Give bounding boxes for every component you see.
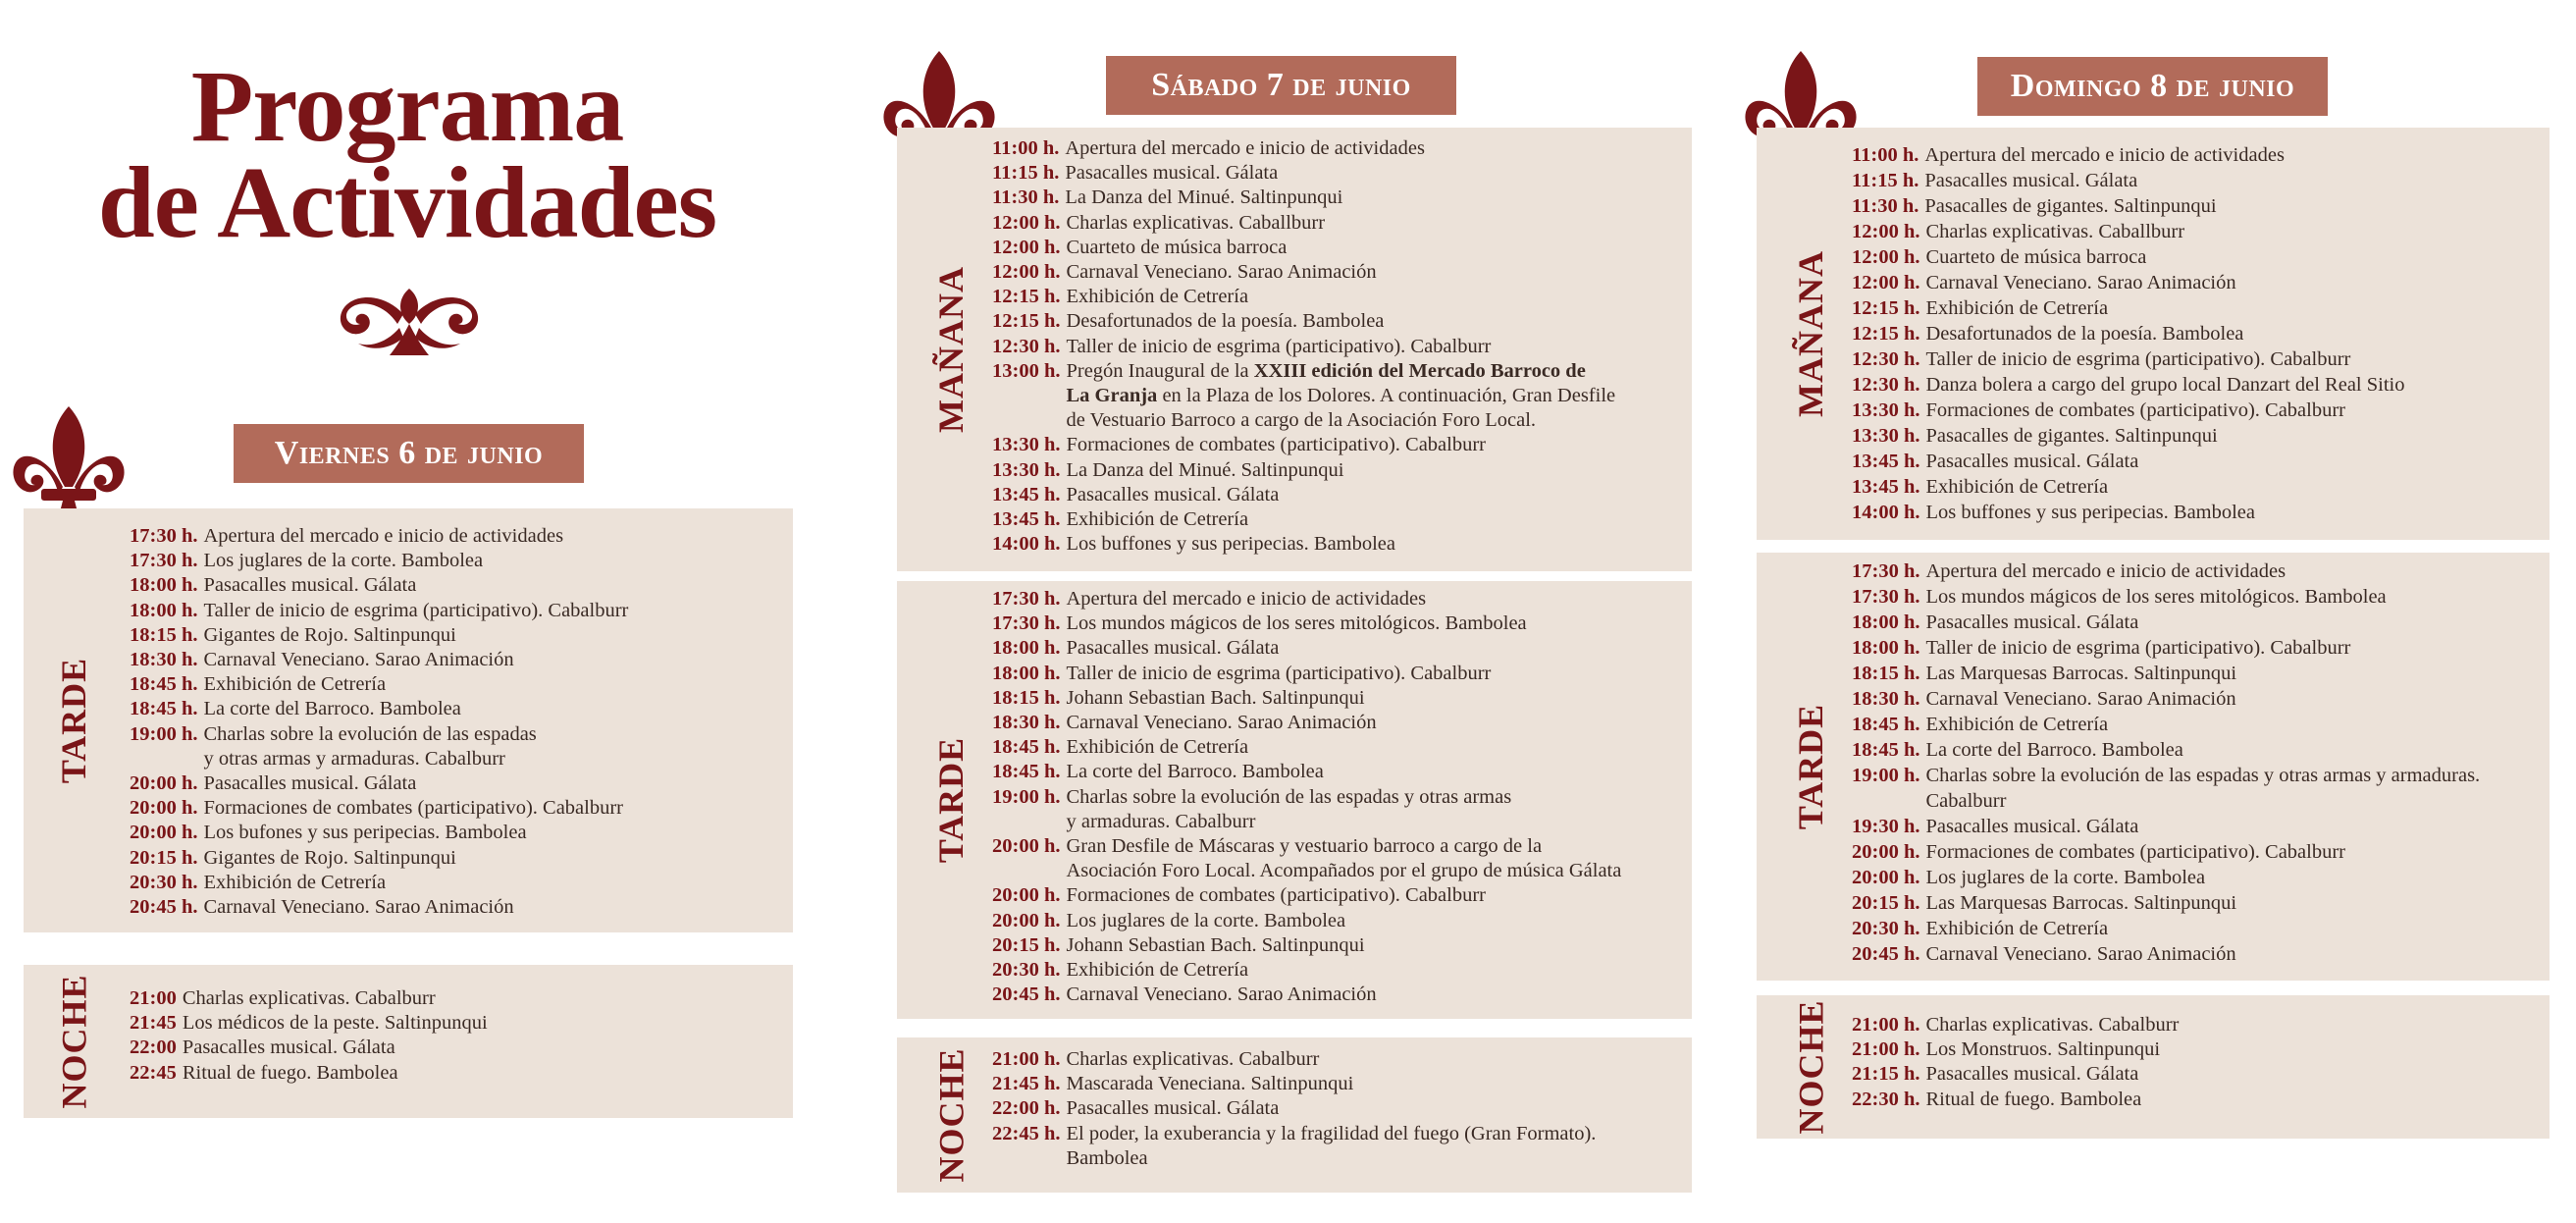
event-list-friday-noche [130, 986, 488, 1086]
list-item: 13:00 h. Pregón Inaugural de la XXIII edición del Mercado Barroco de La Granja en la Plaza de los Dolores. A continuación, Gran Desfile de Vestuario Barroco a cargo de la Asociación Foro Local. [992, 359, 1616, 432]
list-item: 22:45 Ritual de fuego. Bambolea [130, 1061, 398, 1084]
title-line-1: Programa [190, 50, 624, 163]
list-item: 21:45 h. Mascarada Veneciana. Saltinpunqui [992, 1073, 1354, 1095]
panel-friday-tarde [24, 508, 793, 932]
list-item: 12:15 h. Desafortunados de la poesía. Bambolea [1852, 323, 2244, 345]
list-item: 18:30 h. Carnaval Veneciano. Sarao Animación [130, 649, 514, 671]
list-item: 11:15 h. Pasacalles musical. Gálata [992, 162, 1279, 185]
day-header-sunday: Domingo 8 de junio [1977, 57, 2328, 116]
list-item: 18:15 h. Johann Sebastian Bach. Saltinpunqui [992, 686, 1365, 709]
list-item: 11:00 h. Apertura del mercado e inicio de actividades [1852, 144, 2285, 166]
list-item: 13:30 h. Formaciones de combates (participativo). Cabalburr [992, 434, 1486, 456]
event-list-sunday-manana [1852, 142, 2405, 525]
list-item: 20:00 h. Los juglares de la corte. Bambolea [1852, 867, 2206, 888]
panel-friday-noche [24, 965, 793, 1118]
event-list-friday-tarde [130, 524, 628, 920]
list-item: 17:30 h. Apertura del mercado e inicio de actividades [992, 588, 1427, 610]
panel-sunday-tarde [1757, 553, 2550, 981]
title-line-2: de Actividades [97, 146, 717, 259]
list-item: 17:30 h. Apertura del mercado e inicio de actividades [130, 525, 564, 547]
list-item: 22:00 h. Pasacalles musical. Gálata [992, 1097, 1280, 1120]
list-item: 18:00 h. Taller de inicio de esgrima (participativo). Cabalburr [992, 662, 1492, 684]
list-item: 17:30 h. Los mundos mágicos de los seres mitológicos. Bambolea [992, 612, 1527, 635]
section-label-manana: MAÑANA [931, 266, 971, 433]
list-item: 18:15 h. Las Marquesas Barrocas. Saltinpunqui [1852, 663, 2237, 684]
list-item: 20:00 h. Formaciones de combates (participativo). Cabalburr [1852, 841, 2345, 863]
list-item: 14:00 h. Los buffones y sus peripecias. Bambolea [992, 533, 1396, 556]
page-title [79, 50, 736, 259]
list-item: 12:15 h. Exhibición de Cetrería [1852, 297, 2109, 319]
list-item: 20:00 h. Los juglares de la corte. Bambolea [992, 909, 1346, 931]
list-item: 12:30 h. Taller de inicio de esgrima (participativo). Cabalburr [992, 335, 1492, 357]
list-item: 12:00 h. Carnaval Veneciano. Sarao Animación [1852, 272, 2236, 293]
list-item: 20:45 h. Carnaval Veneciano. Sarao Animación [130, 896, 514, 919]
list-item: 12:30 h. Danza bolera a cargo del grupo local Danzart del Real Sitio [1852, 374, 2405, 396]
panel-saturday-noche [897, 1037, 1692, 1193]
list-item: 19:00 h. Charlas sobre la evolución de las espadas y otras armas y armaduras. Cabalburr [1852, 765, 2481, 812]
list-item: 20:00 h. Formaciones de combates (participativo). Cabalburr [992, 884, 1486, 907]
list-item: 21:00 h. Charlas explicativas. Cabalburr [1852, 1014, 2180, 1036]
section-label-tarde: TARDE [931, 736, 972, 864]
list-item: 21:15 h. Pasacalles musical. Gálata [1852, 1063, 2139, 1086]
list-item: 18:45 h. Exhibición de Cetrería [130, 673, 387, 696]
list-item: 11:30 h. Pasacalles de gigantes. Saltinpunqui [1852, 195, 2217, 217]
list-item: 13:45 h. Exhibición de Cetrería [1852, 476, 2109, 498]
section-label-noche: NOCHE [931, 1047, 972, 1183]
list-item: 21:00 Charlas explicativas. Cabalburr [130, 987, 436, 1009]
list-item: 19:00 h. Charlas sobre la evolución de las espadas y otras armas y armaduras. Cabalburr [130, 722, 537, 770]
event-list-saturday-manana [992, 136, 1615, 557]
list-item: 20:15 h. Johann Sebastian Bach. Saltinpunqui [992, 933, 1365, 956]
list-item: 13:30 h. Formaciones de combates (participativo). Cabalburr [1852, 399, 2345, 421]
list-item: 13:30 h. Pasacalles de gigantes. Saltinpunqui [1852, 425, 2218, 447]
list-item: 13:45 h. Exhibición de Cetrería [992, 508, 1249, 531]
list-item: 17:30 h. Apertura del mercado e inicio de actividades [1852, 560, 2287, 582]
list-item: 17:30 h. Los juglares de la corte. Bambolea [130, 550, 484, 572]
list-item: 13:45 h. Pasacalles musical. Gálata [1852, 451, 2139, 472]
list-item: 18:00 h. Pasacalles musical. Gálata [130, 574, 417, 597]
list-item: 18:00 h. Taller de inicio de esgrima (participativo). Cabalburr [1852, 637, 2351, 659]
list-item: 20:45 h. Carnaval Veneciano. Sarao Animación [992, 984, 1377, 1006]
list-item: 20:30 h. Exhibición de Cetrería [992, 959, 1249, 982]
list-item: 12:15 h. Desafortunados de la poesía. Bambolea [992, 310, 1385, 333]
list-item: 21:00 h. Los Monstruos. Saltinpunqui [1852, 1038, 2161, 1061]
panel-saturday-manana [897, 128, 1692, 571]
list-item: 12:00 h. Cuarteto de música barroca [1852, 246, 2147, 268]
panel-sunday-manana [1757, 128, 2550, 540]
list-item: 12:15 h. Exhibición de Cetrería [992, 286, 1249, 308]
list-item: 11:00 h. Apertura del mercado e inicio de actividades [992, 137, 1425, 159]
list-item: 22:00 Pasacalles musical. Gálata [130, 1037, 395, 1059]
list-item: 20:30 h. Exhibición de Cetrería [1852, 918, 2109, 939]
event-list-saturday-noche [992, 1047, 1596, 1171]
event-list-sunday-noche [1852, 1013, 2179, 1112]
section-label-noche: NOCHE [54, 974, 94, 1109]
list-item: 18:45 h. La corte del Barroco. Bambolea [130, 698, 461, 720]
section-label-tarde: TARDE [54, 657, 94, 784]
list-item: 18:30 h. Carnaval Veneciano. Sarao Animación [1852, 688, 2236, 710]
event-list-sunday-tarde [1852, 558, 2480, 967]
list-item: 20:00 h. Gran Desfile de Máscaras y vestuario barroco a cargo de la Asociación Foro Local. Acompañados por el grupo de música Gálata [992, 835, 1622, 882]
panel-sunday-noche [1757, 995, 2550, 1139]
day-header-friday: Viernes 6 de junio [234, 424, 584, 483]
list-item: 13:30 h. La Danza del Minué. Saltinpunqui [992, 458, 1344, 481]
list-item: 20:15 h. Gigantes de Rojo. Saltinpunqui [130, 846, 456, 869]
list-item: 11:15 h. Pasacalles musical. Gálata [1852, 170, 2138, 191]
section-label-noche: NOCHE [1791, 999, 1831, 1135]
list-item: 20:30 h. Exhibición de Cetrería [130, 871, 387, 893]
list-item: 20:15 h. Las Marquesas Barrocas. Saltinpunqui [1852, 892, 2237, 914]
list-item: 12:30 h. Taller de inicio de esgrima (participativo). Cabalburr [1852, 348, 2351, 370]
list-item: 19:00 h. Charlas sobre la evolución de las espadas y otras armas y armaduras. Cabalburr [992, 785, 1512, 832]
list-item: 19:30 h. Pasacalles musical. Gálata [1852, 816, 2139, 837]
list-item: 18:30 h. Carnaval Veneciano. Sarao Animación [992, 712, 1377, 734]
day-header-saturday: Sábado 7 de junio [1106, 56, 1456, 115]
list-item: 20:00 h. Pasacalles musical. Gálata [130, 772, 417, 795]
list-item: 12:00 h. Carnaval Veneciano. Sarao Animación [992, 261, 1377, 284]
list-item: 18:15 h. Gigantes de Rojo. Saltinpunqui [130, 623, 456, 646]
section-label-tarde: TARDE [1791, 703, 1831, 830]
list-item: 21:00 h. Charlas explicativas. Cabalburr [992, 1048, 1320, 1070]
list-item: 21:45 Los médicos de la peste. Saltinpunqui [130, 1012, 488, 1035]
list-item: 18:45 h. Exhibición de Cetrería [992, 736, 1249, 759]
list-item: 14:00 h. Los buffones y sus peripecias. Bambolea [1852, 502, 2256, 523]
list-item: 18:00 h. Pasacalles musical. Gálata [1852, 612, 2139, 633]
list-item: 13:45 h. Pasacalles musical. Gálata [992, 483, 1280, 505]
list-item: 12:00 h. Charlas explicativas. Caballburr [1852, 221, 2185, 242]
list-item: 12:00 h. Charlas explicativas. Caballburr [992, 211, 1326, 234]
list-item: 17:30 h. Los mundos mágicos de los seres mitológicos. Bambolea [1852, 586, 2387, 608]
list-item: 18:45 h. La corte del Barroco. Bambolea [1852, 739, 2183, 761]
list-item: 18:00 h. Pasacalles musical. Gálata [992, 637, 1280, 660]
list-item: 20:00 h. Los bufones y sus peripecias. Bambolea [130, 822, 527, 844]
list-item: 22:30 h. Ritual de fuego. Bambolea [1852, 1088, 2142, 1110]
list-item: 20:45 h. Carnaval Veneciano. Sarao Animación [1852, 943, 2236, 965]
list-item: 20:00 h. Formaciones de combates (participativo). Cabalburr [130, 797, 623, 820]
list-item: 18:00 h. Taller de inicio de esgrima (participativo). Cabalburr [130, 599, 629, 621]
section-label-manana: MAÑANA [1791, 250, 1830, 417]
list-item: 22:45 h. El poder, la exuberancia y la fragilidad del fuego (Gran Formato). Bambolea [992, 1122, 1597, 1169]
list-item: 18:45 h. Exhibición de Cetrería [1852, 714, 2109, 735]
event-list-saturday-tarde [992, 587, 1621, 1007]
panel-saturday-tarde [897, 581, 1692, 1019]
list-item: 18:45 h. La corte del Barroco. Bambolea [992, 761, 1324, 783]
scroll-ornament-icon [329, 285, 491, 358]
list-item: 11:30 h. La Danza del Minué. Saltinpunqui [992, 186, 1343, 209]
list-item: 12:00 h. Cuarteto de música barroca [992, 236, 1288, 258]
